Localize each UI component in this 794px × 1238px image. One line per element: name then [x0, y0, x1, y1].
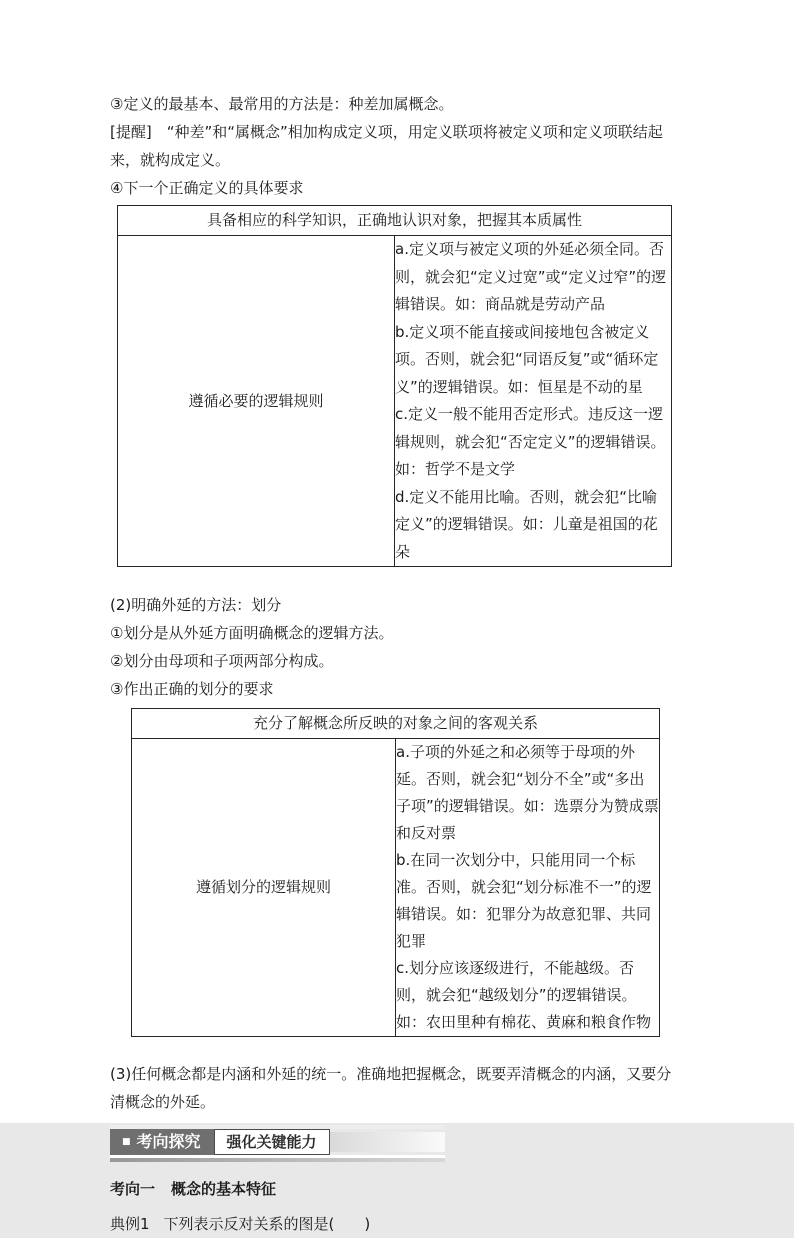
table-header-row [118, 206, 672, 236]
tab-exploration [110, 1129, 214, 1155]
row-label-cell: 遵循必要的逻辑规则 [118, 236, 395, 567]
paragraph-division-requirements: ③作出正确的划分的要求 [110, 680, 274, 698]
table-header-cell: 具备相应的科学知识，正确地认识对象，把握其本质属性 [118, 206, 672, 236]
example-question-text: 下列表示反对关系的图是( ) [163, 1215, 371, 1233]
division-rules-table [131, 708, 660, 1037]
page-content [110, 90, 686, 1238]
rules-cell [396, 739, 660, 1037]
tab-key-ability [214, 1129, 330, 1155]
paragraph-reminder: [提醒] “种差”和“属概念”相加构成定义项，用定义联项将被定义项和定义项联结起来，就构成定义。 [110, 123, 663, 169]
paragraph-definition-method: ③定义的最基本、最常用的方法是：种差加属概念。 [110, 95, 454, 113]
paragraph-concept-unity: (3)任何概念都是内涵和外延的统一。准确地把握概念，既要弄清概念的内涵，又要分清概念的外延。 [110, 1065, 672, 1111]
banner-fade-strip [330, 1132, 445, 1152]
direction-label: 考向一 [110, 1180, 156, 1198]
table-header-cell: 充分了解概念所反映的对象之间的客观关系 [132, 709, 660, 739]
square-bullet-icon: ■ [122, 1137, 131, 1147]
tab-exploration-label: 考向探究 [136, 1132, 201, 1151]
table-row [132, 739, 660, 1037]
rule-item-a: a.子项的外延之和必须等于母项的外延。否则，就会犯“划分不全”或“多出子项”的逻辑错误。如：选票分为赞成票和反对票 [396, 743, 659, 842]
tab-key-ability-label: 强化关键能力 [226, 1133, 317, 1151]
table-row [118, 236, 672, 567]
direction-heading [110, 1175, 686, 1203]
definition-rules-table [117, 205, 672, 567]
paragraph-division-definition: ①划分是从外延方面明确概念的逻辑方法。 [110, 624, 394, 642]
rule-item-a: a.定义项与被定义项的外延必须全同。否则，就会犯“定义过宽”或“定义过窄”的逻辑错误。如：商品就是劳动产品 [395, 240, 667, 313]
paragraph-definition-requirements: ④下一个正确定义的具体要求 [110, 179, 304, 197]
rule-item-d: d.定义不能用比喻。否则，就会犯“比喻定义”的逻辑错误。如：儿童是祖国的花朵 [395, 487, 658, 561]
banner-row [110, 1129, 445, 1155]
rule-item-c: c.划分应该逐级进行，不能越级。否则，就会犯“越级划分”的逻辑错误。如：农田里种有棉花、黄麻和粮食作物 [396, 959, 652, 1031]
rule-item-b: b.在同一次划分中，只能用同一个标准。否则，就会犯“划分标准不一”的逻辑错误。如：犯罪分为故意犯罪、共同犯罪 [396, 851, 652, 950]
row-label-cell: 遵循划分的逻辑规则 [132, 739, 396, 1037]
banner-bottom-strip [110, 1158, 445, 1162]
example-question [110, 1210, 686, 1238]
rule-item-c: c.定义一般不能用否定形式。违反这一逻辑规则，就会犯“否定定义”的逻辑错误。如：哲学不是文学 [395, 405, 666, 478]
paragraph-division-parts: ②划分由母项和子项两部分构成。 [110, 652, 334, 670]
rule-item-b: b.定义项不能直接或间接地包含被定义项。否则，就会犯“同语反复”或“循环定义”的逻辑错误。如：恒星是不动的星 [395, 322, 659, 396]
example-label: 典例1 [110, 1215, 150, 1233]
direction-title: 概念的基本特征 [171, 1180, 277, 1198]
rules-cell [395, 236, 672, 567]
table-header-row [132, 709, 660, 739]
exploration-banner [110, 1125, 445, 1162]
paragraph-extension-method: (2)明确外延的方法：划分 [110, 596, 282, 614]
